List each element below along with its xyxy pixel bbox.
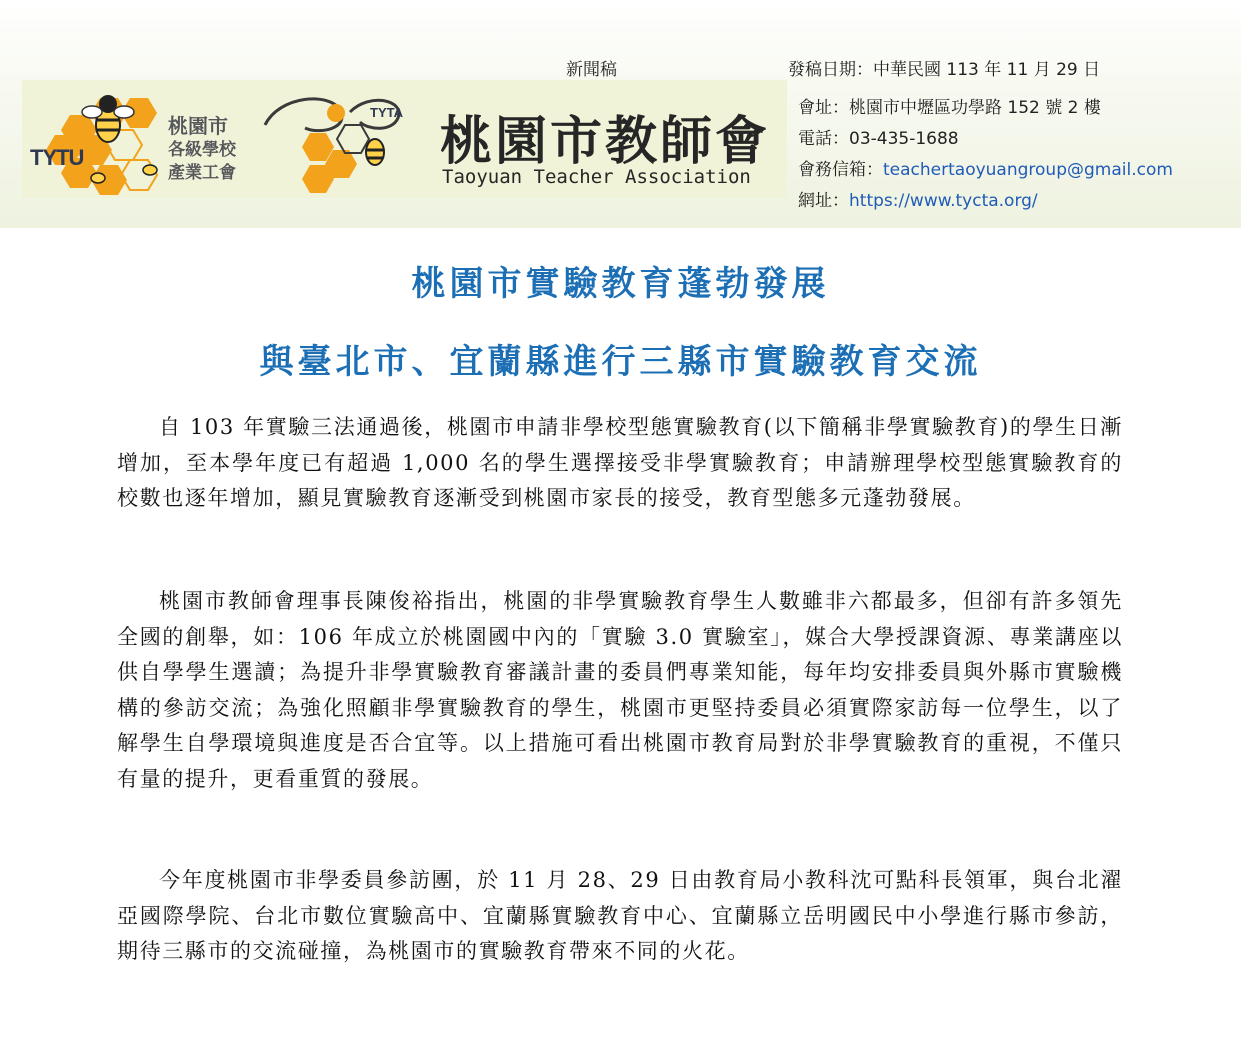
website-link[interactable]: https://www.tycta.org/ [849,191,1038,211]
tyta-logo-text: TYTA [370,105,403,120]
union-name-line1: 桃園市 [168,114,228,138]
article-paragraph-3: 今年度桃園市非學委員參訪團，於 11 月 28、29 日由教育局小教科沈可點科長領軍，與台北濯亞國際學院、台北市數位實驗高中、宜蘭縣實驗教育中心、宜蘭縣立岳明國民中小學進行縣市參訪，期待三縣市的交流碰撞，為桃園市的實驗教育帶來不同的火花。 [117,868,1123,963]
contact-phone: 電話：03-435-1688 [798,129,959,149]
union-name-line2: 各級學校 [168,140,236,160]
email-label: 會務信箱： [798,160,883,180]
press-release-label: 新聞稿 [566,60,617,80]
release-date: 發稿日期：中華民國 113 年 11 月 29 日 [788,60,1101,80]
email-link[interactable]: teachertaoyuangroup@gmail.com [883,160,1173,180]
website-label: 網址： [798,191,849,211]
contact-email-row [798,155,1173,180]
association-name-english: Taoyuan Teacher Association [442,166,751,188]
article-title-line2: 與臺北市、宜蘭縣進行三縣市實驗教育交流 [259,342,982,382]
contact-address: 會址：桃園市中壢區功學路 152 號 2 樓 [798,98,1101,118]
tytu-logo-text: TYTU [30,145,84,170]
association-name-chinese: 桃園市教師會 [440,112,771,172]
union-name-line3: 產業工會 [168,163,236,183]
article-title-line1: 桃園市實驗教育蓬勃發展 [411,264,830,304]
contact-website-row [798,186,1038,211]
article-paragraph-2: 桃園市教師會理事長陳俊裕指出，桃園的非學實驗教育學生人數雖非六都最多，但卻有許多領先全國的創舉，如：106 年成立於桃園國中內的「實驗 3.0 實驗室」，媒合大學授課資源、專業講座以供自學學生選讀；為提升非學實驗教育審議計畫的委員們專業知能，每年均安排委員與外縣市實驗機構的參訪交流；為強化照顧非學實驗教育的學生，桃園市更堅持委員必須實際家訪每一位學生，以了解學生自學環境與進度是否合宜等。以上措施可看出桃園市教育局對於非學實驗教育的重視，不僅只有量的提升，更看重質的發展。 [117,589,1123,791]
article-paragraph-1: 自 103 年實驗三法通過後，桃園市申請非學校型態實驗教育(以下簡稱非學實驗教育)的學生日漸增加，至本學年度已有超過 1,000 名的學生選擇接受非學實驗教育；申請辦理學校型態實驗教育的校數也逐年增加，顯見實驗教育逐漸受到桃園市家長的接受，教育型態多元蓬勃發展。 [117,415,1123,510]
